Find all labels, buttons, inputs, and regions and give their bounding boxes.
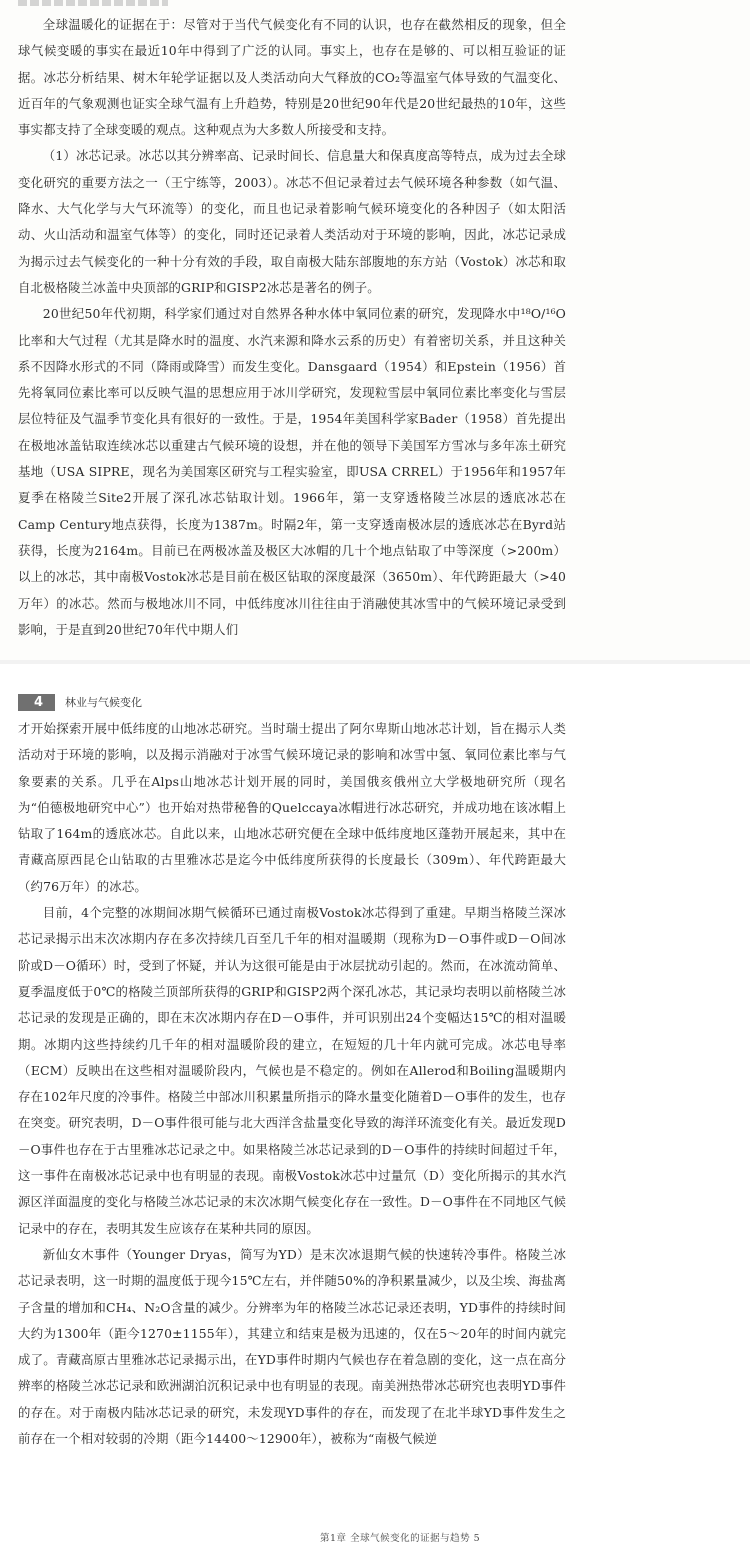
paragraph-5: 目前，4个完整的冰期间冰期气候循环已通过南极Vostok冰芯得到了重建。早期当格陵兰深冰芯记录揭示出末次冰期内存在多次持续几百至几千年的相对温暖期（现称为D－O事件或D－O间冰阶或D－O循环）时，受到了怀疑，并认为这很可能是由于冰层扰动引起的。然而，在冰流动简单、夏季温度低于0℃的格陵兰顶部所获得的GRIP和GISP2两个深孔冰芯，其记录均表明以前格陵兰冰芯记录的发现是正确的，即在末次冰期内存在D－O事件，并可识别出24个变幅达15℃的相对温暖期。冰期内这些持续约几千年的相对温暖阶段的建立，在短短的几十年内就可完成。冰芯电导率（ECM）反映出在这些相对温暖阶段内，气候也是不稳定的。例如在Allerod和Boiling温暖期内存在102年尺度的冷事件。格陵兰中部冰川积累量所指示的降水量变化随着D－O事件的发生，也存在突变。研究表明，D－O事件很可能与北大西洋含盐量变化导致的海洋环流变化有关。最近发现D－O事件也存在于古里雅冰芯记录之中。如果格陵兰冰芯记录到的D－O事件的持续时间超过千年，这一事件在南极冰芯记录中也有明显的表现。南极Vostok冰芯中过量氘（D）变化所揭示的其水汽源区洋面温度的变化与格陵兰冰芯记录的末次冰期气候变化存在一致性。D－O事件在不同地区气候记录中的存在，表明其发生应该存在某种共同的原因。 — [18, 905, 566, 1236]
page-number: 4 — [18, 694, 55, 711]
page-upper — [0, 0, 750, 664]
running-header — [18, 692, 566, 712]
paragraph-1: 全球温暖化的证据在于：尽管对于当代气候变化有不同的认识，也存在截然相反的现象，但全球气候变暖的事实在最近10年中得到了广泛的认同。事实上，也存在是够的、可以相互验证的证据。冰芯分析结果、树木年轮学证据以及人类活动向大气释放的CO₂等温室气体导致的气温变化、近百年的气象观测也证实全球气温有上升趋势，特别是20世纪90年代是20世纪最热的10年，这些事实都支持了全球变暖的观点。这种观点为大多数人所接受和支持。 — [18, 17, 566, 138]
cropped-text-edge — [18, 0, 168, 6]
running-title: 林业与气候变化 — [65, 696, 143, 709]
paragraph-4: 才开始探索开展中低纬度的山地冰芯研究。当时瑞士提出了阿尔卑斯山地冰芯计划，旨在揭示人类活动对于环境的影响，以及揭示消融对于冰雪气候环境记录的影响和冰雪中氢、氧同位素比率与气象要素的关系。几乎在Alps山地冰芯计划开展的同时，美国俄亥俄州立大学极地研究所（现名为“伯德极地研究中心”）也开始对热带秘鲁的Quelccaya冰帽进行冰芯研究，并成功地在该冰帽上钻取了164m的透底冰芯。自此以来，山地冰芯研究便在全球中低纬度地区蓬勃开展起来，其中在青藏高原西昆仑山钻取的古里雅冰芯是迄今中低纬度所获得的长度最长（309m）、年代跨距最大（约76万年）的冰芯。 — [18, 721, 566, 894]
page-lower — [0, 664, 750, 1546]
paragraph-3: 20世纪50年代初期，科学家们通过对自然界各种水体中氧同位素的研究，发现降水中¹⁸O/¹⁶O比率和大气过程（尤其是降水时的温度、水汽来源和降水云系的历史）有着密切关系，并且这种关系不因降水形式的不同（降雨或降雪）而发生变化。Dansgaard（1954）和Epstein（1956）首先将氧同位素比率可以反映气温的思想应用于冰川学研究，发现粒雪层中氧同位素比率变化与雪层层位特征及气温季节变化具有很好的一致性。于是，1954年美国科学家Bader（1958）首先提出在极地冰盖钻取连续冰芯以重建古气候环境的设想，并在他的领导下美国军方雪冰与多年冻土研究基地（USA SIPRE，现名为美国寒区研究与工程实验室，即USA CRREL）于1956年和1957年夏季在格陵兰Site2开展了深孔冰芯钻取计划。1966年，第一支穿透格陵兰冰层的透底冰芯在Camp Century地点获得，长度为1387m。时隔2年，第一支穿透南极冰层的透底冰芯在Byrd站获得，长度为2164m。目前已在两极冰盖及极区大冰帽的几十个地点钻取了中等深度（>200m）以上的冰芯，其中南极Vostok冰芯是目前在极区钻取的深度最深（3650m）、年代跨距最大（>40万年）的冰芯。然而与极地冰川不同，中低纬度冰川往往由于消融使其冰雪中的气候环境记录受到影响，于是直到20世纪70年代中期人们 — [18, 306, 566, 637]
next-page-header: 第1章 全球气候变化的证据与趋势 5 — [320, 1533, 481, 1544]
paragraph-6: 新仙女木事件（Younger Dryas，简写为YD）是末次冰退期气候的快速转冷事件。格陵兰冰芯记录表明，这一时期的温度低于现今15℃左右，并伴随50%的净积累量减少，以及尘埃、海盐离子含量的增加和CH₄、N₂O含量的减少。分辨率为年的格陵兰冰芯记录还表明，YD事件的持续时间大约为1300年（距今1270±1155年），其建立和结束是极为迅速的，仅在5～20年的时间内就完成了。青藏高原古里雅冰芯记录揭示出，在YD事件时期内气候也存在着急剧的变化，这一点在高分辨率的格陵兰冰芯记录和欧洲湖泊沉积记录中也有明显的表现。南美洲热带冰芯研究也表明YD事件的存在。对于南极内陆冰芯记录的研究，未发现YD事件的存在，而发现了在北半球YD事件发生之前存在一个相对较弱的冷期（距今14400～12900年），被称为“南极气候逆 — [18, 1246, 566, 1447]
paragraph-2: （1）冰芯记录。冰芯以其分辨率高、记录时间长、信息量大和保真度高等特点，成为过去全球变化研究的重要方法之一（王宁练等，2003）。冰芯不但记录着过去气候环境各种参数（如气温、降水、大气化学与大气环流等）的变化，而且也记录着影响气候环境变化的各种因子（如太阳活动、火山活动和温室气体等）的变化，同时还记录着人类活动对于环境的影响，因此，冰芯记录成为揭示过去气候变化的一种十分有效的手段，取自南极大陆东部腹地的东方站（Vostok）冰芯和取自北极格陵兰冰盖中央顶部的GRIP和GISP2冰芯是著名的例子。 — [18, 148, 566, 295]
